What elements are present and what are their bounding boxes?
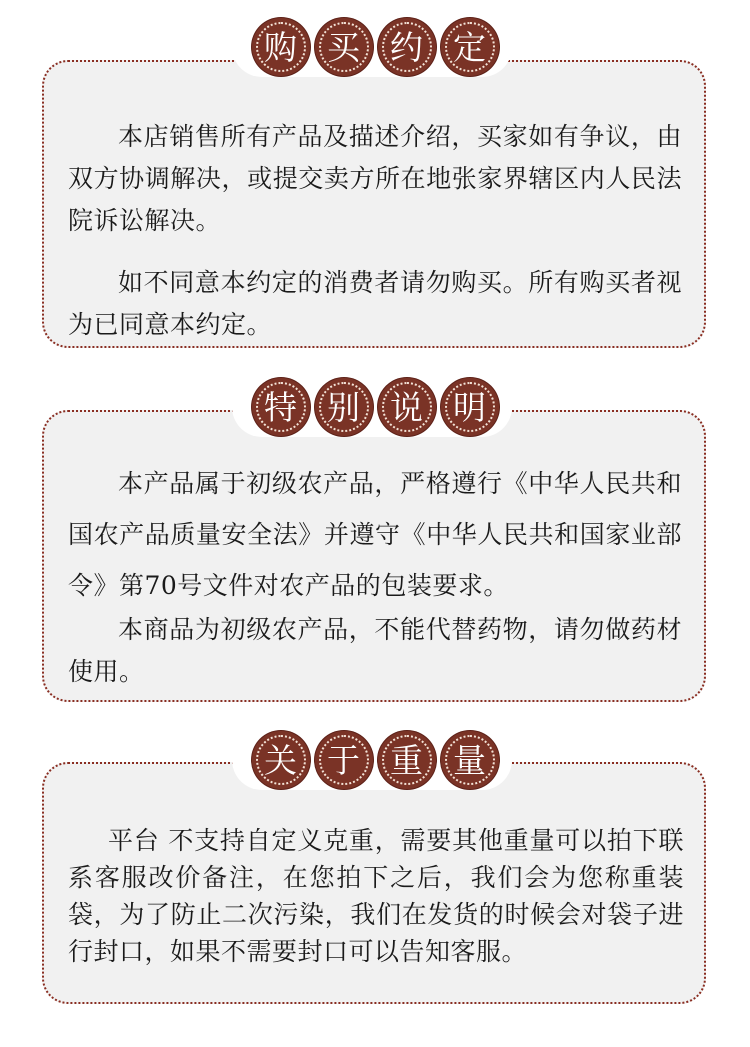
title-char: 于	[327, 740, 360, 780]
title-seal	[378, 731, 436, 789]
title-seal	[441, 731, 499, 789]
title-char: 重	[390, 740, 423, 780]
about-weight-panel	[42, 762, 706, 1004]
title-char: 明	[453, 387, 486, 427]
special-note-paragraph-1: 本产品属于初级农产品，严格遵行《中华人民共和国农产品质量安全法》并遵守《中华人民共和国家业部令》第70号文件对农产品的包装要求。	[68, 469, 682, 600]
title-char: 购	[264, 27, 297, 67]
title-seal	[378, 18, 436, 76]
title-seal	[252, 378, 310, 436]
purchase-agreement-paragraph-2: 如不同意本约定的消费者请勿购买。所有购买者视为已同意本约定。	[68, 268, 682, 339]
special-note-title	[0, 378, 750, 436]
title-seal	[441, 18, 499, 76]
title-char: 特	[264, 387, 297, 427]
special-note-paragraph-2: 本商品为初级农产品，不能代替药物，请勿做药材使用。	[68, 615, 682, 686]
purchase-agreement-paragraph-1: 本店销售所有产品及描述介绍，买家如有争议，由双方协调解决，或提交卖方所在地张家界辖区内人民法院诉讼解决。	[68, 122, 682, 235]
title-seal	[252, 18, 310, 76]
title-char: 买	[327, 27, 360, 67]
title-seal	[315, 18, 373, 76]
about-weight-title	[0, 731, 750, 789]
title-char: 说	[390, 387, 423, 427]
purchase-agreement-title	[0, 18, 750, 76]
title-char: 关	[264, 740, 297, 780]
title-seal	[378, 378, 436, 436]
title-char: 约	[390, 27, 423, 67]
title-seal	[315, 378, 373, 436]
purchase-agreement-panel	[42, 60, 706, 348]
title-char: 别	[327, 387, 360, 427]
about-weight-paragraph-1: 平台 不支持自定义克重，需要其他重量可以拍下联系客服改价备注，在您拍下之后，我们会为您称重装袋，为了防止二次污染，我们在发货的时候会对袋子进行封口，如果不需要封口可以告知客服。	[68, 826, 684, 966]
title-seal	[315, 731, 373, 789]
title-seal	[441, 378, 499, 436]
title-seal	[252, 731, 310, 789]
title-char: 量	[453, 740, 486, 780]
special-note-panel	[42, 410, 706, 702]
title-char: 定	[453, 27, 486, 67]
